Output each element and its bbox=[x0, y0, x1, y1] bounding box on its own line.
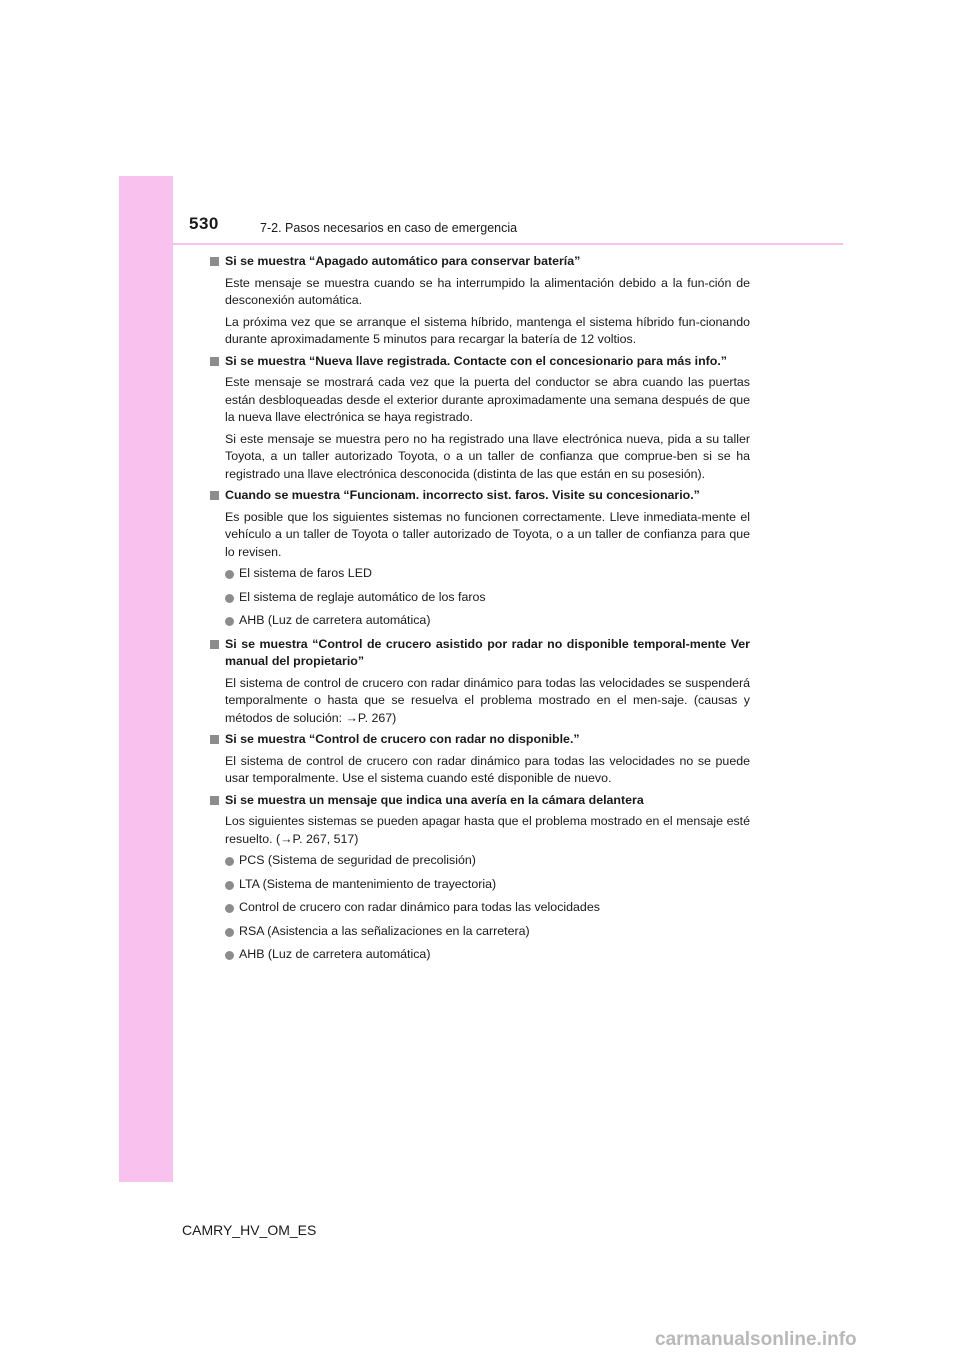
section-title: 7-2. Pasos necesarios en caso de emergencia bbox=[260, 221, 518, 235]
section-heading-text: Cuando se muestra “Funcionam. incorrecto sist. faros. Visite su concesionario.” bbox=[225, 488, 700, 502]
circle-bullet-icon bbox=[225, 928, 234, 937]
list-item bbox=[210, 565, 750, 583]
square-bullet-icon bbox=[210, 640, 219, 649]
section-heading bbox=[210, 731, 750, 749]
section-heading bbox=[210, 792, 750, 810]
section-heading-text: Si se muestra “Control de crucero con radar no disponible.” bbox=[225, 732, 580, 746]
section-heading-text: Si se muestra “Apagado automático para conservar batería” bbox=[225, 254, 581, 268]
paragraph: Si este mensaje se muestra pero no ha registrado una llave electrónica nueva, pida a su taller Toyota, a un taller autorizado Toyota, o a un taller de confianza que comprue-ben si se ha registrado una llave electrónica desconocida (distinta de las que están en su posesión). bbox=[225, 431, 750, 481]
square-bullet-icon bbox=[210, 735, 219, 744]
circle-bullet-icon bbox=[225, 904, 234, 913]
paragraph: Es posible que los siguientes sistemas no funcionen correctamente. Lleve inmediata-mente el vehículo a un taller de Toyota o taller autorizado de Toyota, o a un taller de confianza para que lo revisen. bbox=[225, 509, 750, 559]
circle-bullet-icon bbox=[225, 951, 234, 960]
section-heading bbox=[210, 487, 750, 505]
list-item-text: AHB (Luz de carretera automática) bbox=[239, 947, 431, 961]
paragraph: Este mensaje se mostrará cada vez que la puerta del conductor se abra cuando las puertas están desbloqueadas desde el exterior durante aproximadamente una semana después de que la nueva llave electrónica se haya registrado. bbox=[225, 375, 750, 424]
circle-bullet-icon bbox=[225, 857, 234, 866]
paragraph: El sistema de control de crucero con radar dinámico para todas las velocidades no se puede usar temporalmente. Use el sistema cuando esté disponible de nuevo. bbox=[225, 753, 750, 785]
page-number: 530 bbox=[189, 214, 219, 233]
section-heading-text: Si se muestra “Control de crucero asistido por radar no disponible temporal-mente Ver manual del propietario” bbox=[225, 636, 750, 668]
list-item bbox=[210, 589, 750, 607]
section-heading-text: Si se muestra un mensaje que indica una avería en la cámara delantera bbox=[225, 792, 644, 807]
paragraph: Los siguientes sistemas se pueden apagar hasta que el problema mostrado en el mensaje esté resuelto. (→P. 267, 517) bbox=[225, 814, 750, 846]
square-bullet-icon bbox=[210, 796, 219, 805]
circle-bullet-icon bbox=[225, 570, 234, 579]
header-divider bbox=[119, 243, 843, 245]
list-item-text: El sistema de faros LED bbox=[239, 566, 372, 580]
circle-bullet-icon bbox=[225, 881, 234, 890]
list-item-text: El sistema de reglaje automático de los faros bbox=[239, 589, 486, 604]
square-bullet-icon bbox=[210, 357, 219, 366]
list-item bbox=[210, 923, 750, 941]
list-item-text: PCS (Sistema de seguridad de precolisión) bbox=[239, 853, 476, 867]
section-heading bbox=[210, 353, 750, 371]
list-item bbox=[210, 946, 750, 964]
section-heading-text: Si se muestra “Nueva llave registrada. Contacte con el concesionario para más info.” bbox=[225, 353, 728, 368]
page-content bbox=[210, 253, 750, 970]
document-code: CAMRY_HV_OM_ES bbox=[182, 1222, 317, 1238]
list-item-text: AHB (Luz de carretera automática) bbox=[239, 613, 431, 627]
paragraph: Este mensaje se muestra cuando se ha interrumpido la alimentación debido a la fun-ción de desconexión automática. bbox=[225, 275, 750, 307]
list-item bbox=[210, 899, 750, 917]
square-bullet-icon bbox=[210, 491, 219, 500]
circle-bullet-icon bbox=[225, 617, 234, 626]
paragraph: El sistema de control de crucero con radar dinámico para todas las velocidades se suspenderá temporalmente o hasta que se resuelva el problema mostrado en el men-saje. (causas y métodos de solución: →P. 267) bbox=[225, 675, 750, 725]
paragraph: La próxima vez que se arranque el sistema híbrido, mantenga el sistema híbrido fun-cionando durante aproximadamente 5 minutos para recargar la batería de 12 voltios. bbox=[225, 314, 750, 346]
circle-bullet-icon bbox=[225, 594, 234, 603]
list-item bbox=[210, 876, 750, 894]
section-heading bbox=[210, 636, 750, 671]
list-item-text: Control de crucero con radar dinámico para todas las velocidades bbox=[239, 900, 600, 914]
chapter-sidebar-tab bbox=[119, 176, 173, 1182]
list-item-text: LTA (Sistema de mantenimiento de trayectoria) bbox=[239, 876, 497, 891]
list-item bbox=[210, 612, 750, 630]
section-heading bbox=[210, 253, 750, 271]
list-item bbox=[210, 852, 750, 870]
watermark-link[interactable]: carmanualsonline.info bbox=[655, 1329, 857, 1350]
list-item-text: RSA (Asistencia a las señalizaciones en la carretera) bbox=[239, 923, 530, 938]
square-bullet-icon bbox=[210, 257, 219, 266]
